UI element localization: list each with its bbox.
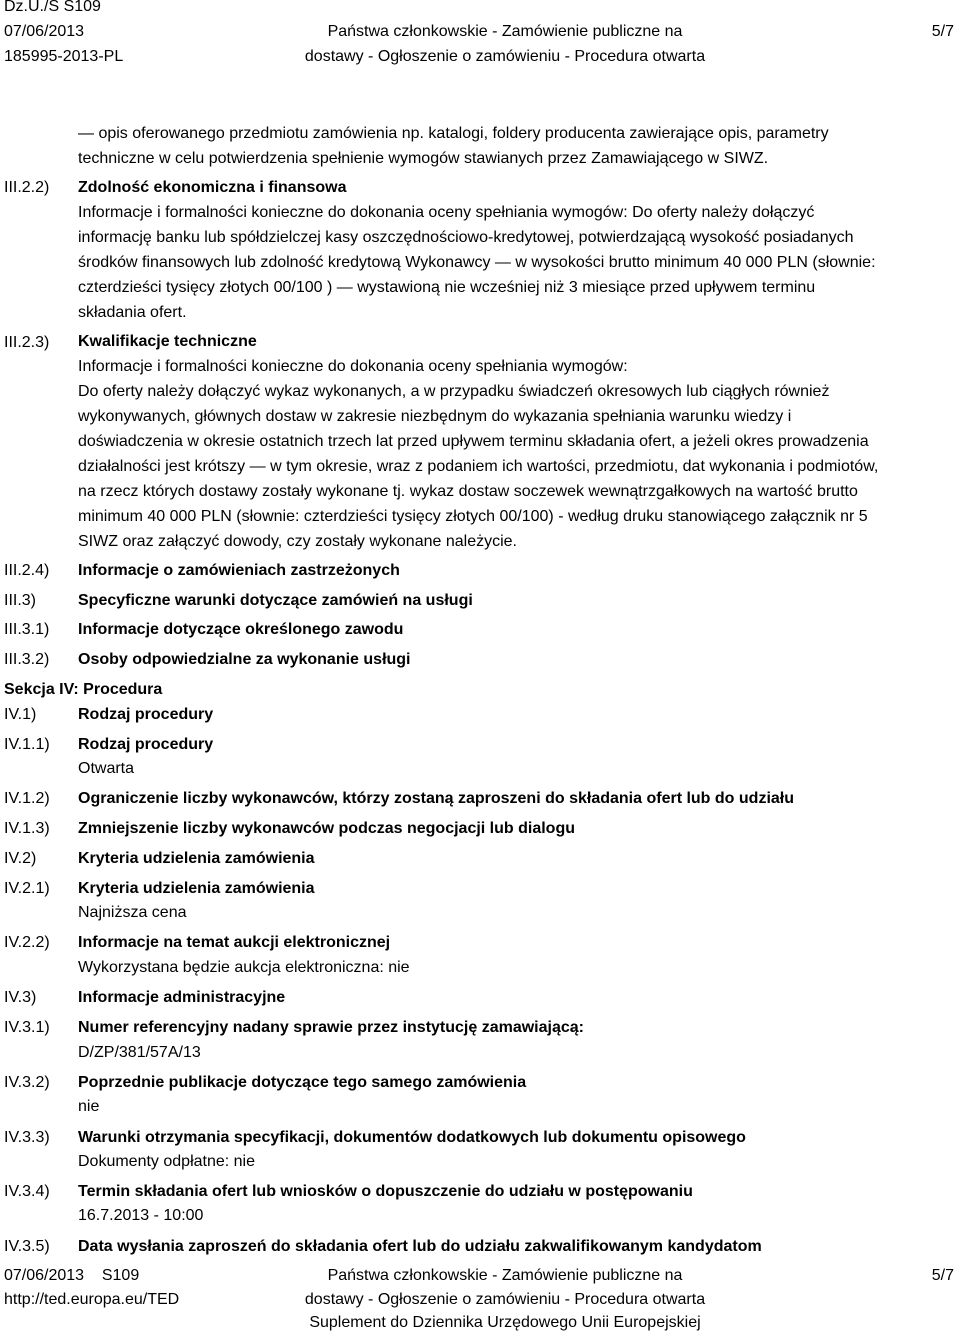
section-title: Ograniczenie liczby wykonawców, którzy zostaną zaproszeni do składania ofert lub do udziału bbox=[78, 790, 794, 807]
text-line: działalności jest krótszy — w tym okresie, wraz z podaniem ich wartości, przedmiotu, dat wykonania i podmiotów, bbox=[78, 458, 879, 475]
section-number: IV.1.1) bbox=[4, 736, 50, 753]
section-title: Informacje o zamówieniach zastrzeżonych bbox=[78, 562, 400, 579]
section-value: Najniższa cena bbox=[78, 904, 187, 921]
section-title: Rodzaj procedury bbox=[78, 706, 214, 723]
section-title: Specyficzne warunki dotyczące zamówień na usługi bbox=[78, 592, 473, 609]
section-title: Termin składania ofert lub wniosków o dopuszczenie do udziału w postępowaniu bbox=[78, 1183, 693, 1200]
section-number: III.2.4) bbox=[4, 562, 50, 579]
section-title: Kryteria udzielenia zamówienia bbox=[78, 880, 315, 897]
footer-date-issue: 07/06/2013 S109 bbox=[4, 1267, 140, 1284]
section-title: Rodzaj procedury bbox=[78, 736, 214, 753]
section-title: Osoby odpowiedzialne za wykonanie usługi bbox=[78, 651, 411, 668]
section-heading-procedure: Sekcja IV: Procedura bbox=[4, 681, 163, 698]
footer-supplement-name: Suplement do Dziennika Urzędowego Unii Europejskiej bbox=[309, 1314, 701, 1331]
section-title: Zmniejszenie liczby wykonawców podczas negocjacji lub dialogu bbox=[78, 820, 575, 837]
section-value: Wykorzystana będzie aukcja elektroniczna: nie bbox=[78, 959, 410, 976]
text-line: informację banku lub spółdzielczej kasy oszczędnościowo-kredytowej, potwierdzającą wysokość posiadanych bbox=[78, 229, 854, 246]
footer-url-link[interactable]: http://ted.europa.eu/TED bbox=[4, 1291, 180, 1308]
text-line: Informacje i formalności konieczne do dokonania oceny spełniania wymogów: bbox=[78, 358, 628, 375]
section-number: III.3) bbox=[4, 592, 37, 609]
text-line: czterdzieści tysięcy złotych 00/100 ) — wystawioną nie wcześniej niż 3 miesiące przed upływem terminu bbox=[78, 279, 816, 296]
continuation-paragraph bbox=[78, 121, 958, 171]
section-number: III.2.2) bbox=[4, 179, 50, 196]
section-title: Informacje na temat aukcji elektronicznej bbox=[78, 934, 391, 951]
section-number: IV.3.5) bbox=[4, 1238, 50, 1255]
footer-title-line1: Państwa członkowskie - Zamówienie publiczne na bbox=[327, 1267, 683, 1284]
header-notice-number: 185995-2013-PL bbox=[4, 48, 124, 65]
section-title: Warunki otrzymania specyfikacji, dokumentów dodatkowych lub dokumentu opisowego bbox=[78, 1129, 746, 1146]
text-line: doświadczenia w okresie ostatnich trzech lat przed upływem terminu składania ofert, a jeżeli okres prowadzenia bbox=[78, 433, 869, 450]
section-value: Otwarta bbox=[78, 760, 135, 777]
text-line: — opis oferowanego przedmiotu zamówienia np. katalogi, foldery producenta zawierające opis, parametry bbox=[78, 125, 829, 142]
section-number: III.2.3) bbox=[4, 334, 50, 351]
section-title: Informacje dotyczące określonego zawodu bbox=[78, 621, 404, 638]
text-line: minimum 40 000 PLN (słownie: czterdzieści tysięcy złotych 00/100) - według druku stanowiącego załącznik nr 5 bbox=[78, 508, 868, 525]
section-number: IV.1.2) bbox=[4, 790, 50, 807]
section-title: Data wysłania zaproszeń do składania ofert lub do udziału zakwalifikowanym kandydatom bbox=[78, 1238, 762, 1255]
text-line: Do oferty należy dołączyć wykaz wykonanych, a w przypadku świadczeń okresowych lub ciągłych również bbox=[78, 383, 830, 400]
header-journal-ref: Dz.U./S S109 bbox=[4, 0, 101, 15]
text-line: SIWZ oraz załączyć dowody, czy zostały wykonane należycie. bbox=[78, 533, 517, 550]
section-number: IV.3.1) bbox=[4, 1019, 50, 1036]
section-value: 16.7.2013 - 10:00 bbox=[78, 1207, 204, 1224]
text-line: środków finansowych lub zdolność kredytową Wykonawcy — w wysokości brutto minimum 40 000 PLN (słownie: bbox=[78, 254, 876, 271]
header-title-line1: Państwa członkowskie - Zamówienie publiczne na bbox=[327, 23, 683, 40]
section-number: IV.2.1) bbox=[4, 880, 50, 897]
section-number: IV.2.2) bbox=[4, 934, 50, 951]
section-economic-capacity bbox=[78, 175, 958, 325]
section-title: Kryteria udzielenia zamówienia bbox=[78, 850, 315, 867]
section-title: Numer referencyjny nadany sprawie przez instytucję zamawiającą: bbox=[78, 1019, 584, 1036]
section-number: IV.3.2) bbox=[4, 1074, 50, 1091]
section-title: Zdolność ekonomiczna i finansowa bbox=[78, 179, 347, 196]
section-value: nie bbox=[78, 1098, 100, 1115]
section-title: Kwalifikacje techniczne bbox=[78, 333, 257, 350]
section-value: Dokumenty odpłatne: nie bbox=[78, 1153, 255, 1170]
header-page-number: 5/7 bbox=[931, 23, 954, 40]
section-number: III.3.2) bbox=[4, 651, 50, 668]
header-date: 07/06/2013 bbox=[4, 23, 85, 40]
section-title: Poprzednie publikacje dotyczące tego samego zamówienia bbox=[78, 1074, 527, 1091]
text-line: wykonywanych, głównych dostaw w zakresie niezbędnym do wykazania spełniania warunku wiedzy i bbox=[78, 408, 792, 425]
section-technical-capacity bbox=[78, 329, 958, 554]
section-number: III.3.1) bbox=[4, 621, 50, 638]
section-number: IV.2) bbox=[4, 850, 37, 867]
footer-page-number: 5/7 bbox=[931, 1267, 954, 1284]
text-line: Informacje i formalności konieczne do dokonania oceny spełniania wymogów: Do oferty należy dołączyć bbox=[78, 204, 815, 221]
text-line: na rzecz których dostawy zostały wykonane tj. wykaz dostaw soczewek wewnątrzgałkowych na wartość brutto bbox=[78, 483, 858, 500]
section-number: IV.1) bbox=[4, 706, 37, 723]
section-number: IV.3) bbox=[4, 989, 37, 1006]
section-title: Informacje administracyjne bbox=[78, 989, 286, 1006]
section-number: IV.3.4) bbox=[4, 1183, 50, 1200]
section-value: D/ZP/381/57A/13 bbox=[78, 1044, 201, 1061]
footer-title-line2: dostawy - Ogłoszenie o zamówieniu - Procedura otwarta bbox=[304, 1291, 706, 1308]
header-title-line2: dostawy - Ogłoszenie o zamówieniu - Procedura otwarta bbox=[304, 48, 706, 65]
section-number: IV.1.3) bbox=[4, 820, 50, 837]
section-number: IV.3.3) bbox=[4, 1129, 50, 1146]
text-line: składania ofert. bbox=[78, 304, 187, 321]
text-line: techniczne w celu potwierdzenia spełnienie wymogów stawianych przez Zamawiającego w SIWZ. bbox=[78, 150, 769, 167]
